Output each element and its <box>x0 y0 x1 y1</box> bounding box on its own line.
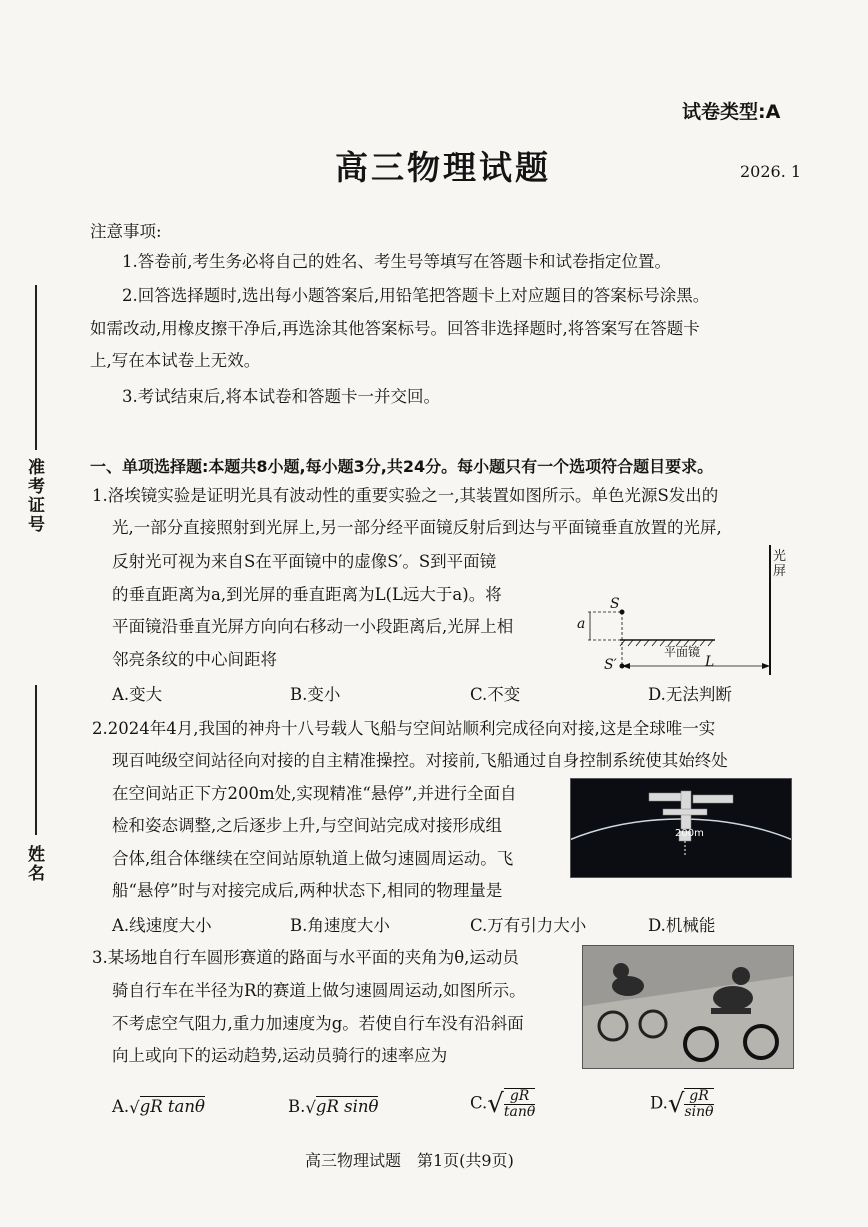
q3-option-c-num: gR <box>504 1089 535 1105</box>
source-label: S <box>610 596 620 612</box>
name-line <box>35 685 37 835</box>
q3-option-c-den: tanθ <box>503 1104 536 1120</box>
cyclists-photo <box>582 945 794 1069</box>
q3-line-4: 向上或向下的运动趋势,运动员骑行的速率应为 <box>112 1046 448 1065</box>
notice-item-2: 2.回答选择题时,选出每小题答案后,用铅笔把答题卡上对应题目的答案标号涂黑。 <box>122 286 710 305</box>
sqrt-icon: √ <box>487 1089 504 1119</box>
q1-option-b: B.变小 <box>290 685 341 704</box>
q2-option-c: C.万有引力大小 <box>470 916 587 935</box>
q3-line-1: 3.某场地自行车圆形赛道的路面与水平面的夹角为θ,运动员 <box>92 948 519 967</box>
L-label: L <box>705 654 715 670</box>
notice-item-3: 3.考试结束后,将本试卷和答题卡一并交回。 <box>122 387 440 406</box>
screen-label-2: 屏 <box>773 564 787 579</box>
q3-option-b <box>288 1097 378 1117</box>
q3-line-2: 骑自行车在半径为R的赛道上做匀速圆周运动,如图所示。 <box>112 981 526 1000</box>
q3-option-d-num: gR <box>684 1089 713 1105</box>
notice-item-2b: 如需改动,用橡皮擦干净后,再选涂其他答案标号。回答非选择题时,将答案写在答题卡 <box>90 319 700 338</box>
mirror-label: 平面镜 <box>664 645 701 659</box>
q1-option-d: D.无法判断 <box>648 685 732 704</box>
q3-line-3: 不考虑空气阻力,重力加速度为g。若使自行车没有沿斜面 <box>112 1014 524 1033</box>
q3-option-d-letter: D. <box>650 1093 668 1113</box>
notice-item-1: 1.答卷前,考生务必将自己的姓名、考生号等填写在答题卡和试卷指定位置。 <box>122 252 671 271</box>
sqrt-icon: √ <box>129 1098 140 1117</box>
screen-label-1: 光 <box>773 549 787 564</box>
exam-id-label: 准考证号 <box>24 458 44 534</box>
q2-line-2: 现百吨级空间站径向对接的自主精准操控。对接前,飞船通过自身控制系统使其始终处 <box>112 751 728 770</box>
q3-option-a-letter: A. <box>112 1097 130 1116</box>
q1-line-1: 1.洛埃镜实验是证明光具有波动性的重要实验之一,其装置如图所示。单色光源S发出的 <box>92 486 719 505</box>
name-label: 姓名 <box>24 845 44 883</box>
section-title: 一、单项选择题:本题共8小题,每小题3分,共24分。每小题只有一个选项符合题目要求。 <box>90 457 714 476</box>
q2-line-1: 2.2024年4月,我国的神舟十八号载人飞船与空间站顺利完成径向对接,这是全球唯一实 <box>92 719 716 738</box>
distance-label: 200m <box>675 828 704 839</box>
q3-option-a <box>112 1097 205 1117</box>
page-footer: 高三物理试题 第1页(共9页) <box>305 1151 514 1170</box>
q2-line-6: 船“悬停”时与对接完成后,两种状态下,相同的物理量是 <box>112 881 503 900</box>
q3-option-c <box>470 1088 535 1120</box>
sqrt-icon: √ <box>667 1089 685 1119</box>
q3-option-a-expr: gR tanθ <box>139 1097 205 1116</box>
q2-option-b: B.角速度大小 <box>290 916 390 935</box>
exam-id-line <box>35 285 37 450</box>
q3-option-d-den: sinθ <box>684 1104 714 1120</box>
q2-option-d: D.机械能 <box>648 916 716 935</box>
q3-option-c-fraction <box>504 1088 535 1120</box>
q2-line-4: 检和姿态调整,之后逐步上升,与空间站完成对接形成组 <box>112 816 502 835</box>
q1-option-a: A.变大 <box>112 685 163 704</box>
q1-option-c: C.不变 <box>470 685 521 704</box>
a-label: a <box>577 616 586 632</box>
notice-item-2c: 上,写在本试卷上无效。 <box>90 351 261 370</box>
notice-heading: 注意事项: <box>90 222 162 241</box>
exam-date: 2026. 1 <box>740 162 802 181</box>
sqrt-icon: √ <box>305 1098 316 1117</box>
page-title: 高三物理试题 <box>335 148 551 187</box>
q1-line-3: 反射光可视为来自S在平面镜中的虚像S′。S到平面镜 <box>112 552 497 571</box>
q1-line-4: 的垂直距离为a,到光屏的垂直距离为L(L远大于a)。将 <box>112 585 502 604</box>
q2-line-5: 合体,组合体继续在空间站原轨道上做匀速圆周运动。飞 <box>112 849 514 868</box>
q3-option-d-fraction <box>684 1088 713 1120</box>
q2-line-3: 在空间站正下方200m处,实现精准“悬停”,并进行全面自 <box>112 784 517 803</box>
q3-option-d <box>650 1088 714 1120</box>
q3-option-c-letter: C. <box>470 1093 488 1113</box>
image-label: S′ <box>604 657 617 673</box>
q1-line-2: 光,一部分直接照射到光屏上,另一部分经平面镜反射后到达与平面镜垂直放置的光屏, <box>112 518 722 537</box>
q3-option-b-expr: gR sinθ <box>315 1097 379 1116</box>
q2-option-a: A.线速度大小 <box>112 916 212 935</box>
q1-line-6: 邻亮条纹的中心间距将 <box>112 650 277 669</box>
q1-line-5: 平面镜沿垂直光屏方向向右移动一小段距离后,光屏上相 <box>112 617 514 636</box>
paper-type: 试卷类型:A <box>682 101 781 123</box>
q3-option-b-letter: B. <box>288 1097 306 1116</box>
